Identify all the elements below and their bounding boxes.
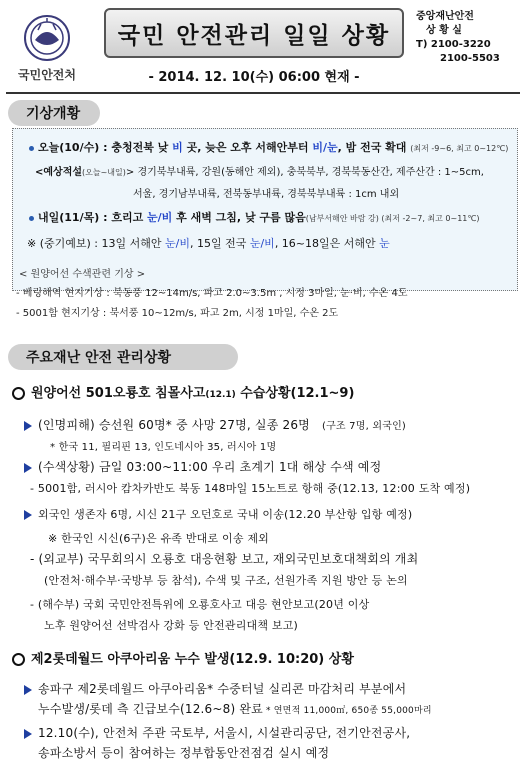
tomorrow-text-b: 눈/비 bbox=[147, 211, 173, 224]
tomorrow-temp: (남부서해안 바람 강) (최저 -2~7, 최고 0~11℃) bbox=[305, 214, 480, 223]
repatriation-text: 외국인 생존자 6명, 시신 21구 오던호로 국내 이송(12.20 부산항 입항 예정) bbox=[38, 508, 413, 521]
mofa-line-2: (안전처·해수부·국방부 등 참석), 수색 및 구조, 선원가족 지원 방안 등 논의 bbox=[44, 574, 408, 587]
mid-term-forecast bbox=[27, 235, 390, 251]
mid-text-f: 눈 bbox=[379, 237, 390, 250]
bullet-icon bbox=[29, 146, 34, 151]
mid-text-e: , 16~18일은 서해안 bbox=[274, 237, 380, 250]
weather-section-title: 기상개황 bbox=[8, 100, 100, 126]
today-forecast bbox=[29, 139, 508, 155]
aquarium-text-2: 누수발생/롯데 측 긴급보수(12.6~8) 완료 bbox=[38, 702, 263, 716]
search-text: (수색상황) 금일 03:00~11:00 우리 초계기 1대 해상 수색 예정 bbox=[38, 460, 382, 474]
casualty-text: (인명피해) 승선원 60명* 중 사망 27명, 실종 26명 bbox=[38, 418, 310, 432]
vessel-5001-line: - 5001함, 러시아 캄차카반도 북동 148마일 15노트로 항해 중(12.13, 12:00 도착 예정) bbox=[30, 482, 471, 495]
mid-text-d: 눈/비 bbox=[249, 237, 275, 250]
organization-info bbox=[416, 10, 524, 66]
tomorrow-label: 내일(11/목) bbox=[38, 211, 100, 224]
title-banner bbox=[104, 8, 404, 58]
mid-text-a: ※ (중기예보) : 13일 서해안 bbox=[27, 237, 165, 250]
incident-1-title bbox=[12, 382, 354, 401]
circle-bullet-icon bbox=[12, 653, 25, 666]
aquarium-line-2 bbox=[38, 700, 432, 717]
today-label: 오늘(10/수) bbox=[38, 141, 100, 154]
incident-1-date: (12.1) bbox=[205, 390, 236, 400]
today-text-e: , 밤 전국 확대 bbox=[337, 141, 411, 154]
phone-2: 2100-5503 bbox=[440, 53, 500, 64]
today-text-d: 비/눈 bbox=[312, 141, 338, 154]
nationality-line: * 한국 11, 필리핀 13, 인도네시아 35, 러시아 1명 bbox=[50, 442, 277, 453]
page-title: 국민 안전관리 일일 상황 bbox=[117, 22, 391, 49]
korean-remains-note: ※ 한국인 시신(6구)은 유족 반대로 이송 제외 bbox=[48, 532, 269, 545]
ocean-weather-5001: - 5001함 현지기상 : 북서풍 10~12m/s, 파고 2m, 시정 1마일, 수온 2도 bbox=[16, 308, 339, 319]
mofa-line: - (외교부) 국무회의시 오룡호 대응현황 보고, 재외국민보호대책회의 개최 bbox=[30, 552, 419, 566]
today-text-c: 곳, 늦은 오후 서해안부터 bbox=[182, 141, 313, 154]
today-text-a: : 충청전북 낮 bbox=[99, 141, 173, 154]
incident-1-period: 수습상황(12.1~9) bbox=[235, 386, 355, 401]
today-temp: (최저 -9~6, 최고 0~12℃) bbox=[410, 144, 509, 153]
incident-2-title bbox=[12, 648, 354, 667]
snow-text: > 경기북부내륙, 강원(동해안 제외), 충북북부, 경북북동산간, 제주산간 : 1~5cm, bbox=[125, 167, 484, 178]
mid-text-c: , 15일 전국 bbox=[189, 237, 250, 250]
main-section-title: 주요재난 안전 관리상황 bbox=[8, 344, 238, 370]
tomorrow-text-c: 후 새벽 그침, 낮 구름 많음 bbox=[172, 211, 306, 224]
ocean-weather-heading: < 원양어선 수색관련 기상 > bbox=[19, 269, 146, 280]
phone-1: T) 2100-3220 bbox=[416, 39, 491, 50]
triangle-bullet-icon bbox=[24, 463, 32, 473]
org-office: 상 황 실 bbox=[426, 25, 462, 36]
snow-forecast bbox=[35, 163, 484, 178]
triangle-bullet-icon bbox=[24, 685, 32, 695]
tomorrow-forecast bbox=[29, 209, 479, 225]
aquarium-note: * 연면적 11,000㎡, 650종 55,000마리 bbox=[262, 706, 432, 716]
weather-box bbox=[12, 128, 518, 291]
government-logo bbox=[8, 10, 86, 90]
snow-when: (오늘~내일) bbox=[82, 168, 126, 177]
circle-bullet-icon bbox=[12, 387, 25, 400]
casualty-note: (구조 7명, 외국인) bbox=[321, 421, 407, 432]
inspection-line-2: 송파소방서 등이 참여하는 정부합동안전점검 실시 예정 bbox=[38, 746, 330, 760]
aquarium-text: 송파구 제2롯데월드 아쿠아리움* 수중터널 실리콘 마감처리 부분에서 bbox=[38, 682, 407, 696]
triangle-bullet-icon bbox=[24, 421, 32, 431]
inspection-text: 12.10(수), 안전처 주관 국토부, 서울시, 시설관리공단, 전기안전공사, bbox=[38, 726, 411, 740]
report-date: - 2014. 12. 10(수) 06:00 현재 - bbox=[148, 70, 360, 85]
logo-text: 국민안전처 bbox=[18, 68, 76, 82]
mid-text-b: 눈/비 bbox=[165, 237, 190, 250]
today-text-b: 비 bbox=[172, 141, 183, 154]
tomorrow-text-a: : 흐리고 bbox=[99, 211, 148, 224]
org-name: 중앙재난안전 bbox=[416, 11, 474, 22]
casualty-line bbox=[24, 416, 406, 433]
incident-2-name: 제2롯데월드 아쿠아리움 누수 발생(12.9. 10:20) 상황 bbox=[31, 652, 354, 667]
inspection-line bbox=[24, 724, 410, 741]
bullet-icon bbox=[29, 216, 34, 221]
search-line bbox=[24, 458, 381, 475]
triangle-bullet-icon bbox=[24, 510, 32, 520]
header-divider bbox=[6, 92, 520, 94]
triangle-bullet-icon bbox=[24, 729, 32, 739]
aquarium-line bbox=[24, 680, 406, 697]
repatriation-line bbox=[24, 506, 412, 522]
emblem-icon bbox=[8, 10, 86, 66]
ocean-weather-bering: - 베링해역 현지기상 : 북동풍 12~14m/s, 파고 2.0~3.5m , 시정 3마일, 눈·비, 수온 4도 bbox=[16, 288, 408, 299]
incident-1-name: 원양어선 501오룡호 침몰사고 bbox=[31, 386, 206, 401]
snow-label: <예상적설 bbox=[35, 167, 83, 178]
mof-line-2: 노후 원양어선 선박검사 강화 등 안전관리대책 보고) bbox=[44, 619, 299, 632]
snow-forecast-2: 서울, 경기남부내륙, 전북동부내륙, 경북북부내륙 : 1cm 내외 bbox=[133, 189, 400, 200]
mof-line: - (해수부) 국회 국민안전특위에 오룡호사고 대응 현안보고(20년 이상 bbox=[30, 598, 370, 611]
